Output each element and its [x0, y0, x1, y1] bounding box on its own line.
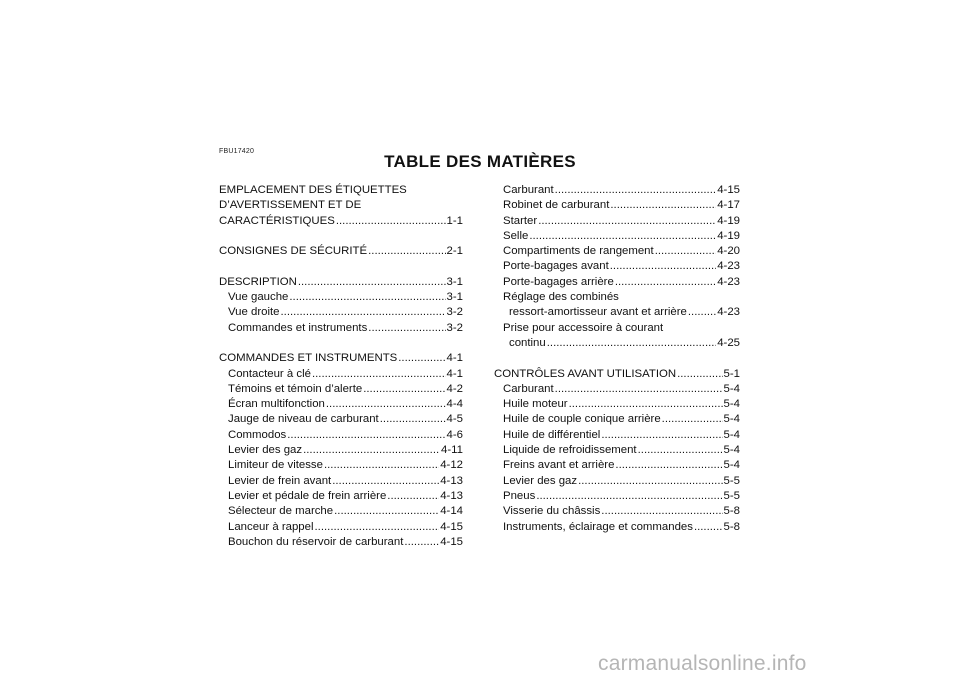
toc-entry-title: Carburant: [503, 184, 554, 196]
toc-page-number: 5-4: [723, 428, 740, 441]
toc-entry-title: Porte-bagages arrière: [503, 275, 614, 288]
toc-page-number: 3-1: [446, 275, 463, 288]
toc-entry[interactable]: [494, 443, 740, 458]
toc-page-number: 4-15: [717, 184, 740, 196]
toc-page-number: 5-4: [723, 382, 740, 395]
toc-page-number: 4-4: [446, 398, 463, 411]
toc-page-number: 5-5: [723, 489, 740, 502]
toc-entry[interactable]: [219, 428, 463, 443]
toc-entry[interactable]: [219, 458, 463, 473]
toc-entry[interactable]: [494, 382, 740, 397]
toc-entry[interactable]: [219, 275, 463, 290]
toc-leader-dots: [368, 244, 445, 259]
toc-leader-dots: [677, 367, 722, 382]
toc-page-number: 4-17: [717, 199, 740, 212]
toc-heading-text: D’AVERTISSEMENT ET DE: [219, 199, 362, 212]
toc-entry-title: Levier des gaz: [228, 444, 303, 457]
toc-leader-dots: [289, 290, 445, 305]
toc-leader-dots: [601, 428, 722, 443]
page-title: TABLE DES MATIÈRES: [384, 152, 576, 171]
toc-entry[interactable]: [494, 474, 740, 489]
toc-page-number: 1-1: [446, 214, 463, 227]
toc-page-number: 4-15: [440, 520, 463, 533]
toc-page-number: 3-1: [446, 291, 463, 304]
toc-leader-dots: [315, 520, 440, 535]
toc-entry-title: Commandes et instruments: [228, 321, 368, 334]
toc-entry-title: Levier et pédale de frein arrière: [228, 489, 387, 502]
toc-entry[interactable]: [219, 290, 463, 305]
toc-entry[interactable]: [494, 520, 740, 535]
toc-entry-title: Témoins et témoin d’alerte: [228, 382, 363, 395]
toc-leader-dots: [387, 489, 439, 504]
toc-entry-title: Starter: [503, 214, 538, 227]
toc-entry[interactable]: [219, 412, 463, 427]
toc-entry[interactable]: [494, 336, 740, 351]
toc-entry-title: Freins avant et arrière: [503, 459, 615, 472]
toc-page-number: 5-1: [723, 367, 740, 380]
toc-entry-title: Instruments, éclairage et commandes: [503, 520, 693, 533]
toc-leader-dots: [281, 305, 446, 320]
toc-leader-dots: [326, 397, 446, 412]
toc-entry-title: Lanceur à rappel: [228, 520, 314, 533]
toc-entry-title: Jauge de niveau de carburant: [228, 413, 379, 426]
toc-entry-title: Porte-bagages avant: [503, 260, 609, 273]
toc-entry-title: CONTRÔLES AVANT UTILISATION: [494, 367, 677, 380]
toc-leader-dots: [312, 367, 446, 382]
toc-page-number: 4-14: [440, 505, 463, 518]
toc-entry-title: Carburant: [503, 382, 554, 395]
document-code: FBU17420: [219, 148, 255, 155]
toc-leader-dots: [336, 214, 446, 229]
toc-entry[interactable]: [494, 458, 740, 473]
toc-leader-dots: [569, 397, 723, 412]
toc-spacer: [219, 336, 463, 351]
toc-page-number: 3-2: [446, 321, 463, 334]
toc-entry-title: Écran multifonction: [228, 398, 325, 411]
toc-heading-text: EMPLACEMENT DES ÉTIQUETTES: [219, 184, 407, 196]
toc-entry[interactable]: [494, 504, 740, 519]
toc-leader-dots: [368, 321, 445, 336]
toc-entry[interactable]: [219, 214, 463, 229]
toc-page-number: 5-4: [723, 398, 740, 411]
toc-page-number: 4-23: [717, 260, 740, 273]
toc-entry[interactable]: [219, 489, 463, 504]
toc-leader-dots: [334, 504, 439, 519]
toc-entry[interactable]: [494, 244, 740, 259]
toc-page-number: 4-5: [446, 413, 463, 426]
toc-leader-dots: [404, 535, 439, 550]
toc-leader-dots: [536, 489, 722, 504]
toc-entry-title: COMMANDES ET INSTRUMENTS: [219, 352, 398, 365]
toc-leader-dots: [555, 382, 723, 397]
toc-entry[interactable]: [219, 443, 463, 458]
toc-entry-title: Bouchon du réservoir de carburant: [228, 535, 404, 548]
toc-entry[interactable]: [494, 259, 740, 274]
toc-page-number: 4-13: [440, 489, 463, 502]
toc-entry-title: CARACTÉRISTIQUES: [219, 214, 335, 227]
toc-entry-title: continu: [509, 336, 546, 349]
toc-leader-dots: [638, 443, 723, 458]
toc-entry-title: Contacteur à clé: [228, 367, 311, 380]
toc-page-number: 4-1: [446, 367, 463, 380]
toc-leader-dots: [547, 336, 716, 351]
toc-page-number: 4-12: [440, 459, 463, 472]
toc-entry[interactable]: [219, 382, 463, 397]
toc-entry[interactable]: [219, 305, 463, 320]
toc-leader-dots: [363, 382, 445, 397]
toc-entry-title: Pneus: [503, 489, 536, 502]
toc-page-number: 4-13: [440, 474, 463, 487]
toc-entry[interactable]: [219, 244, 463, 259]
toc-leader-dots: [555, 183, 717, 198]
toc-entry[interactable]: [494, 229, 740, 244]
toc-entry[interactable]: [219, 520, 463, 535]
toc-entry[interactable]: [494, 305, 740, 320]
toc-heading-text: Réglage des combinés: [503, 291, 619, 304]
toc-page-number: 5-4: [723, 413, 740, 426]
toc-entry[interactable]: [219, 321, 463, 336]
toc-entry-title: Vue droite: [228, 306, 280, 319]
toc-leader-dots: [601, 504, 722, 519]
toc-leader-dots: [578, 474, 722, 489]
toc-entry[interactable]: [219, 397, 463, 412]
toc-page-number: 3-2: [446, 306, 463, 319]
toc-leader-dots: [287, 428, 445, 443]
toc-page-number: 5-5: [723, 474, 740, 487]
toc-spacer: [219, 229, 463, 244]
toc-page-number: 4-15: [440, 535, 463, 548]
toc-entry-title: Huile de différentiel: [503, 428, 601, 441]
toc-spacer: [494, 351, 740, 366]
toc-entry-title: Levier de frein avant: [228, 474, 332, 487]
toc-entry-title: CONSIGNES DE SÉCURITÉ: [219, 245, 368, 258]
toc-page-number: 4-19: [717, 214, 740, 227]
toc-leader-dots: [332, 474, 439, 489]
toc-entry[interactable]: [494, 412, 740, 427]
toc-entry-title: Selle: [503, 229, 529, 242]
toc-entry[interactable]: [219, 504, 463, 519]
toc-entry-title: Robinet de carburant: [503, 199, 610, 212]
toc-page-number: 4-1: [446, 352, 463, 365]
toc-page-number: 4-23: [717, 275, 740, 288]
toc-leader-dots: [324, 458, 439, 473]
toc-entry[interactable]: [494, 198, 740, 213]
toc-page-number: 4-23: [717, 306, 740, 319]
toc-entry-title: Commodos: [228, 428, 287, 441]
toc-leader-dots: [655, 244, 717, 259]
toc-entry[interactable]: [494, 489, 740, 504]
toc-entry[interactable]: [494, 367, 740, 382]
toc-page-number: 4-2: [446, 382, 463, 395]
toc-entry-title: Huile moteur: [503, 398, 568, 411]
toc-leader-dots: [615, 275, 716, 290]
toc-entry[interactable]: [219, 474, 463, 489]
toc-entry-title: DESCRIPTION: [219, 275, 297, 288]
toc-entry[interactable]: [494, 397, 740, 412]
toc-leader-dots: [615, 458, 722, 473]
toc-entry-title: ressort-amortisseur avant et arrière: [509, 306, 687, 319]
toc-leader-dots: [694, 520, 723, 535]
toc-heading-text: Prise pour accessoire à courant: [503, 321, 664, 334]
toc-page-number: 4-20: [717, 245, 740, 258]
toc-left-column: [219, 183, 463, 550]
toc-leader-dots: [398, 351, 445, 366]
toc-page-number: 5-8: [723, 520, 740, 533]
toc-entry[interactable]: [219, 351, 463, 366]
toc-page-number: 4-6: [446, 428, 463, 441]
toc-leader-dots: [538, 214, 716, 229]
toc-spacer: [219, 259, 463, 274]
toc-right-column: [494, 183, 740, 535]
toc-entry-title: Vue gauche: [228, 291, 289, 304]
toc-entry-title: Liquide de refroidissement: [503, 444, 637, 457]
toc-page-number: 2-1: [446, 245, 463, 258]
toc-leader-dots: [662, 412, 723, 427]
toc-entry-title: Sélecteur de marche: [228, 505, 334, 518]
toc-page-number: 4-25: [717, 336, 740, 349]
watermark: carmanualsonline.info: [598, 652, 807, 675]
toc-entry[interactable]: [494, 428, 740, 443]
toc-leader-dots: [298, 275, 446, 290]
toc-leader-dots: [529, 229, 716, 244]
toc-leader-dots: [610, 259, 716, 274]
toc-page-number: 5-4: [723, 444, 740, 457]
toc-entry-title: Limiteur de vitesse: [228, 459, 323, 472]
toc-leader-dots: [303, 443, 440, 458]
toc-leader-dots: [380, 412, 446, 427]
toc-leader-dots: [688, 305, 716, 320]
toc-leader-dots: [610, 198, 716, 213]
toc-entry[interactable]: [494, 214, 740, 229]
toc-entry-title: Compartiments de rangement: [503, 245, 654, 258]
toc-entry[interactable]: [219, 367, 463, 382]
toc-page-number: 5-8: [723, 505, 740, 518]
toc-entry-title: Levier des gaz: [503, 474, 578, 487]
toc-entry-title: Visserie du châssis: [503, 505, 601, 518]
toc-page-number: 4-19: [717, 229, 740, 242]
toc-page-number: 4-11: [441, 444, 463, 457]
toc-entry-title: Huile de couple conique arrière: [503, 413, 661, 426]
toc-entry[interactable]: [494, 183, 740, 198]
toc-page-number: 5-4: [723, 459, 740, 472]
toc-entry[interactable]: [494, 275, 740, 290]
toc-entry[interactable]: [219, 535, 463, 550]
